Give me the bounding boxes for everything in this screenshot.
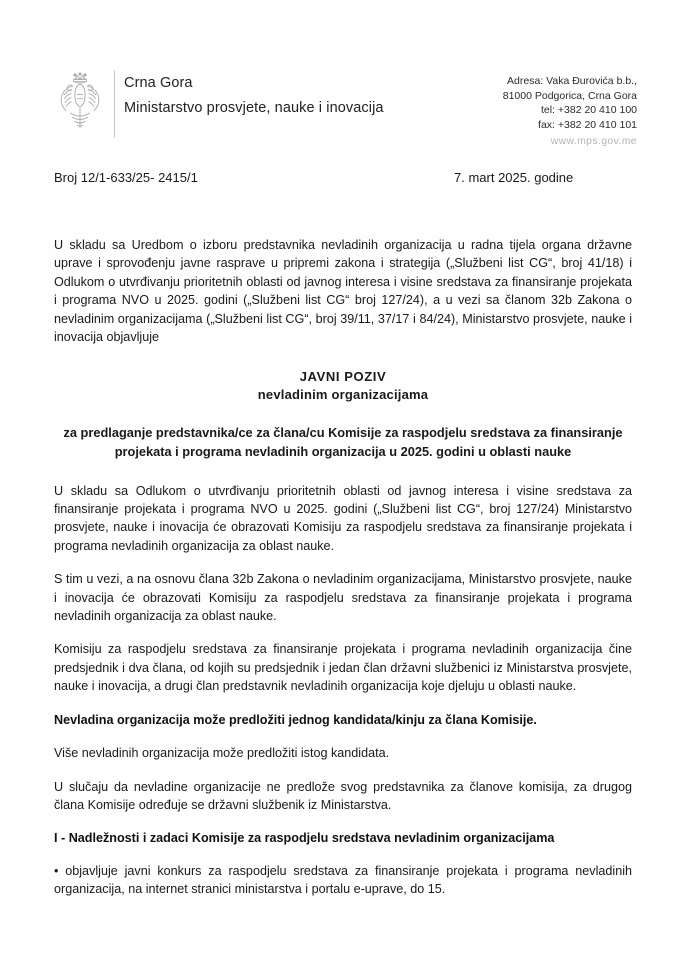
paragraph-3: S tim u vezi, a na osnovu člana 32b Zakona o nevladinim organizacijama, Ministarstvo prosvjete, nauke i inovacija će obrazovati Komisiju za raspodjelu sredstava za finansiranje projekata i programa nevladinih organizacija za oblast nauke. [54, 572, 632, 624]
bullet-item-1: • objavljuje javni konkurs za raspodjelu sredstava za finansiranje projekata i programa nevladinih organizacija, na internet stranici ministarstva i portalu e-uprave, do 15. [54, 863, 632, 897]
call-title-block [54, 368, 632, 404]
document-body [54, 236, 632, 899]
telephone-line: tel: +382 20 410 100 [540, 104, 637, 117]
reference-row [54, 170, 634, 190]
letterhead [0, 62, 679, 162]
bold-statement: Nevladina organizacija može predložiti jednog kandidata/kinju za člana Komisije. [54, 712, 537, 727]
call-title-main: JAVNI POZIV [299, 369, 387, 385]
montenegro-coat-of-arms-icon [52, 68, 108, 140]
section-heading-i: I - Nadležnosti i zadaci Komisije za raspodjelu sredstava nevladinim organizacijama [54, 831, 555, 846]
organization-block [124, 73, 384, 119]
paragraph-5: Više nevladinih organizacija može predložiti istog kandidata. [54, 746, 390, 761]
fax-line: fax: +382 20 410 101 [538, 118, 637, 131]
document-date: 7. mart 2025. godine [454, 170, 574, 185]
country-name: Crna Gora [124, 75, 193, 91]
document-number: Broj 12/1-633/25- 2415/1 [54, 170, 198, 185]
website-line: www.mps.gov.me [550, 135, 637, 148]
call-title-sub: nevladinim organizacijama [257, 387, 429, 403]
contact-block [503, 74, 637, 149]
page-bottom-fade [0, 950, 679, 960]
address-line-1: Adresa: Vaka Đurovića b.b., [507, 75, 637, 87]
intro-paragraph: U skladu sa Uredbom o izboru predstavnika nevladinih organizacija u radna tijela organa državne uprave i sprovođenju javne rasprave u pripremi zakona i strategija („Službeni list CG“, broj 41/18) i Odlukom o utvrđivanju prioritetnih oblasti od javnog interesa i visine sredstava za finansiranje projekata i programa NVO u 2025. godini („Službeni list CG“ broj 127/24), a u vezi sa članom 32b Zakona o nevladinim organizacijama („Službeni list CG“, broj 39/11, 37/17 i 84/24), Ministarstvo prosvjete, nauke i inovacija objavljuje [54, 238, 632, 345]
paragraph-6: U slučaju da nevladine organizacije ne predlože svog predstavnika za članove komisija, za drugog člana Komisije određuje se državni službenik iz Ministarstva. [54, 779, 632, 812]
letterhead-divider [114, 70, 115, 138]
ministry-name: Ministarstvo prosvjete, nauke i inovacija [124, 100, 384, 116]
address-line-2: 81000 Podgorica, Crna Gora [502, 89, 637, 102]
call-subject: za predlaganje predstavnika/ce za člana/cu Komisije za raspodjelu sredstava za finansiranje projekata i programa nevladinih organizacija u 2025. godini u oblasti nauke [63, 425, 623, 460]
paragraph-2: U skladu sa Odlukom o utvrđivanju prioritetnih oblasti od javnog interesa i visine sredstava za finansiranje projekata i programa NVO u 2025. godini („Službeni list CG“, broj 127/24) Ministarstvo prosvjete, nauke i inovacija će obrazovati Komisiju za raspodjelu sredstava za finansiranje projekata i programa nevladinih organizacija za oblast nauke. [54, 483, 632, 553]
paragraph-4: Komisiju za raspodjelu sredstava za finansiranje projekata i programa nevladinih organizacija čine predsjednik i dva člana, od kojih su predsjednik i jedan član državni službenici iz Ministarstva prosvjete, nauke i inovacija, a drugi član predstavnik nevladinih organizacija koje djeluju u oblasti nauke. [54, 642, 632, 694]
